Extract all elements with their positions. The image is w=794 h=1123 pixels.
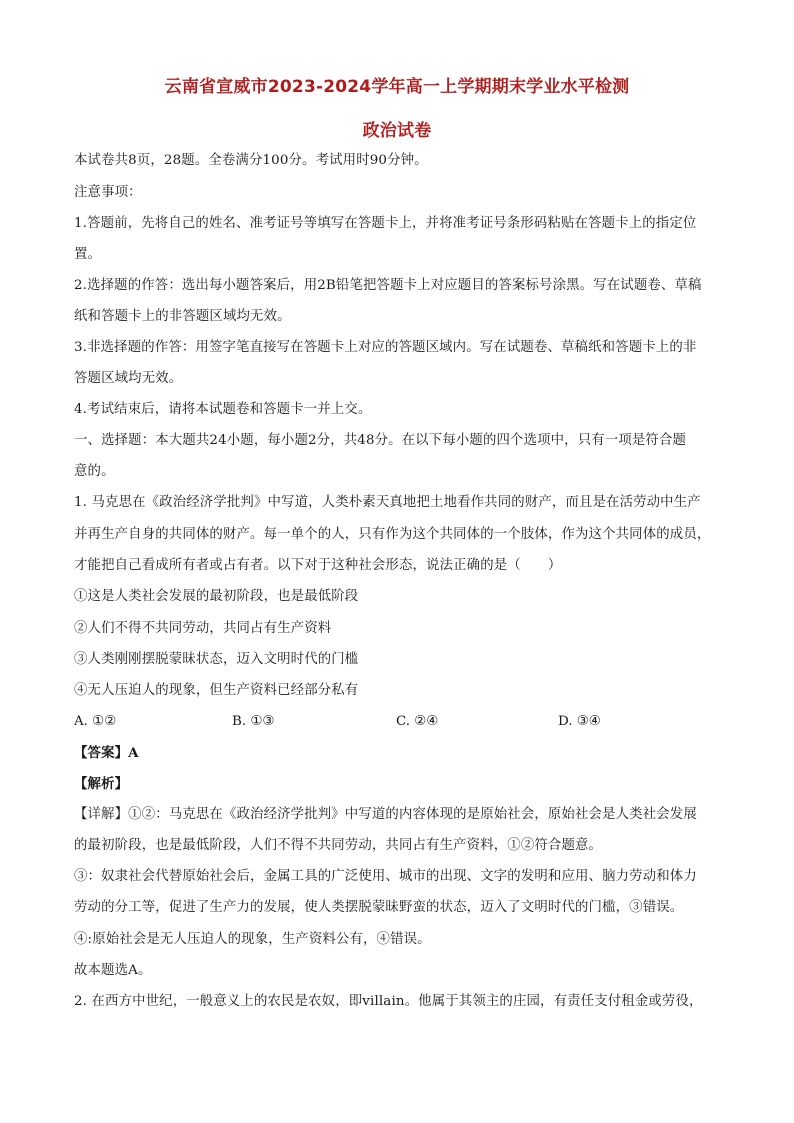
question-1-option-a: A. ①②	[74, 714, 117, 729]
detail-line-1: 【详解】①②：马克思在《政治经济学批判》中写道的内容体现的是原始社会，原始社会是人类社会发展	[74, 807, 697, 822]
question-1-statement-3: ③人类刚刚摆脱蒙昧状态，迈入文明时代的门槛	[74, 652, 359, 667]
question-1-stem-end: 才能把自己看成所有者或占有者。以下对于这种社会形态，说法正确的是（ ）	[74, 558, 562, 573]
detail-line-5: ④:原始社会是无人压迫人的现象，生产资料公有，④错误。	[74, 932, 431, 947]
question-1-statement-4: ④无人压迫人的现象，但生产资料已经部分私有	[74, 683, 359, 698]
notice-item-1: 1.答题前，先将自己的姓名、准考证号等填写在答题卡上，并将准考证号条形码粘贴在答题卡上的指定位	[74, 216, 697, 231]
notice-item-3: 3.非选择题的作答：用签字笔直接写在答题卡上对应的答题区域内。写在试题卷、草稿纸和答题卡上的非	[74, 340, 697, 355]
document-title: 云南省宣威市2023-2024学年高一上学期期末学业水平检测	[164, 77, 630, 97]
exam-info: 本试卷共8页，28题。全卷满分100分。考试用时90分钟。	[74, 153, 428, 168]
notice-item-4: 4.考试结束后，请将本试题卷和答题卡一并上交。	[74, 402, 372, 417]
question-1-statement-2: ②人们不得不共同劳动，共同占有生产资料	[74, 621, 332, 636]
document-subtitle: 政治试卷	[362, 121, 432, 141]
notice-item-2: 2.选择题的作答：选出每小题答案后，用2B铅笔把答题卡上对应题目的答案标号涂黑。写在试题卷、草稿	[74, 278, 702, 293]
notice-item-3-cont: 答题区域均无效。	[74, 371, 183, 386]
question-1-stem: 1. 马克思在《政治经济学批判》中写道，人类朴素天真地把土地看作共同的财产，而且是在活劳动中生产	[74, 495, 701, 510]
detail-line-2: 的最初阶段，也是最低阶段，人们不得不共同劳动，共同占有生产资料，①②符合题意。	[74, 838, 603, 853]
question-2-stem: 2. 在西方中世纪，一般意义上的农民是农奴，即villain。他属于其领主的庄园，有责任支付租金或劳役，	[74, 994, 703, 1009]
question-1-option-b: B. ①③	[232, 714, 275, 729]
detail-line-4: 劳动的分工等，促进了生产力的发展，使人类摆脱蒙昧野蛮的状态，迈入了文明时代的门槛，③错误。	[74, 900, 684, 915]
conclusion: 故本题选A。	[74, 963, 152, 978]
notice-item-1-cont: 置。	[74, 247, 102, 262]
answer-label: 【答案】A	[74, 745, 139, 761]
question-1-option-c: C. ②④	[396, 714, 439, 729]
section-heading-cont: 意的。	[74, 464, 115, 479]
notice-heading: 注意事项：	[74, 185, 142, 200]
section-heading: 一、选择题：本大题共24小题，每小题2分，共48分。在以下每小题的四个选项中，只有一项是符合题	[74, 433, 687, 448]
notice-item-2-cont: 纸和答题卡上的非答题区域均无效。	[74, 309, 291, 324]
detail-line-3: ③：奴隶社会代替原始社会后，金属工具的广泛使用、城市的出现、文字的发明和应用、脑力劳动和体力	[74, 869, 697, 884]
question-1-stem-cont: 并再生产自身的共同体的财产。每一单个的人，只有作为这个共同体的一个肢体，作为这个共同体的成员，	[74, 527, 711, 542]
analysis-heading: 【解析】	[74, 776, 129, 792]
question-1-option-d: D. ③④	[558, 714, 601, 729]
question-1-statement-1: ①这是人类社会发展的最初阶段，也是最低阶段	[74, 589, 359, 604]
